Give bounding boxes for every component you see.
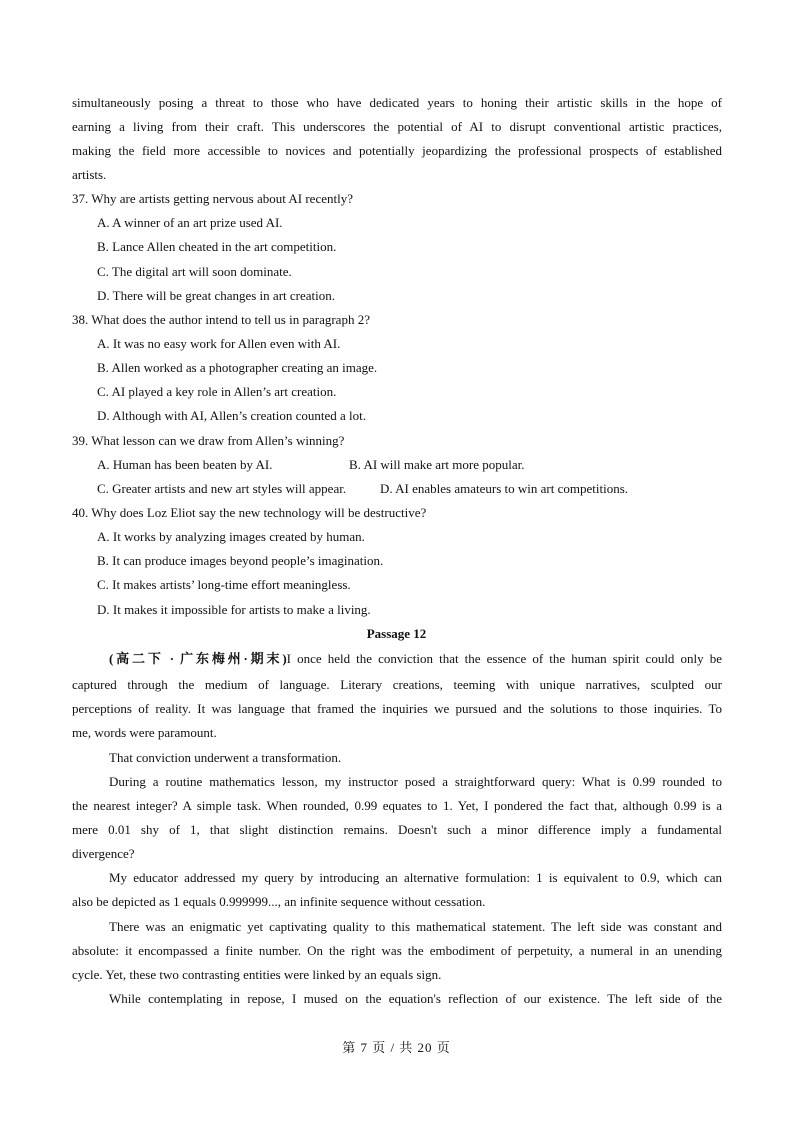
question-option: A. Human has been beaten by AI. (97, 457, 273, 472)
question-option: D. There will be great changes in art creation. (97, 288, 335, 303)
paragraph-line: simultaneously posing a threat to those who have dedicated years to honing their artistic skills in the hope of (72, 95, 722, 110)
question-option: C. AI played a key role in Allen’s art creation. (97, 384, 337, 399)
paragraph-line (109, 647, 722, 671)
paragraph-line: divergence? (72, 846, 135, 861)
question-stem: 39. What lesson can we draw from Allen’s winning? (72, 433, 345, 448)
paragraph-text: I once held the conviction that the essence of the human spirit could only be (286, 651, 722, 666)
paragraph-line: perceptions of reality. It was language that framed the inquiries we pursued and the solutions to those inquiries. To (72, 701, 722, 716)
question-option: B. It can produce images beyond people’s imagination. (97, 553, 384, 568)
paragraph-line: cycle. Yet, these two contrasting entities were linked by an equals sign. (72, 967, 442, 982)
question-option: D. AI enables amateurs to win art competitions. (380, 481, 629, 496)
question-stem: 40. Why does Loz Eliot say the new technology will be destructive? (72, 505, 427, 520)
paragraph-line: mere 0.01 shy of 1, that slight distinction remains. Doesn't such a minor difference imply a fundamental (72, 822, 722, 837)
paragraph-line: also be depicted as 1 equals 0.999999..., an infinite sequence without cessation. (72, 894, 486, 909)
passage-title: Passage 12 (366, 626, 427, 641)
question-option: B. AI will make art more popular. (349, 457, 525, 472)
question-stem: 38. What does the author intend to tell us in paragraph 2? (72, 312, 370, 327)
question-stem: 37. Why are artists getting nervous about AI recently? (72, 191, 353, 206)
question-option: D. It makes it impossible for artists to make a living. (97, 602, 371, 617)
paragraph-line: While contemplating in repose, I mused on the equation's reflection of our existence. The left side of the (109, 991, 722, 1006)
paragraph-line: During a routine mathematics lesson, my instructor posed a straightforward query: What is 0.99 rounded to (109, 774, 722, 789)
question-option: A. It works by analyzing images created by human. (97, 529, 365, 544)
question-option: C. It makes artists’ long-time effort meaningless. (97, 577, 351, 592)
question-option: C. The digital art will soon dominate. (97, 264, 292, 279)
paragraph-line: absolute: it encompassed a finite number. On the right was the embodiment of perpetuity, a numeral in an unending (72, 943, 722, 958)
question-option: B. Allen worked as a photographer creating an image. (97, 360, 378, 375)
paragraph-line: earning a living from their craft. This underscores the potential of AI to disrupt conventional artistic practices, (72, 119, 722, 134)
question-option: D. Although with AI, Allen’s creation counted a lot. (97, 408, 366, 423)
paragraph-line: artists. (72, 167, 107, 182)
question-option: C. Greater artists and new art styles will appear. (97, 481, 347, 496)
question-option: B. Lance Allen cheated in the art competition. (97, 239, 337, 254)
page-number: 第 7 页 / 共 20 页 (342, 1040, 451, 1055)
paragraph-line: me, words were paramount. (72, 725, 217, 740)
paragraph-line: That conviction underwent a transformation. (109, 750, 342, 765)
paragraph-line: making the field more accessible to novices and potentially jeopardizing the professional prospects of established (72, 143, 722, 158)
paragraph-line: My educator addressed my query by introducing an alternative formulation: 1 is equivalent to 0.9, which can (109, 870, 722, 885)
question-option: A. It was no easy work for Allen even with AI. (97, 336, 341, 351)
paragraph-line: captured through the medium of language. Literary creations, teeming with unique narratives, sculpted our (72, 677, 722, 692)
question-option: A. A winner of an art prize used AI. (97, 215, 283, 230)
paragraph-line: the nearest integer? A simple task. When rounded, 0.99 equates to 1. Yet, I pondered the fact that, although 0.99 is a (72, 798, 722, 813)
source-tag: (高二下 · 广东梅州·期末) (109, 651, 287, 666)
paragraph-line: There was an enigmatic yet captivating quality to this mathematical statement. The left side was constant and (109, 919, 722, 934)
